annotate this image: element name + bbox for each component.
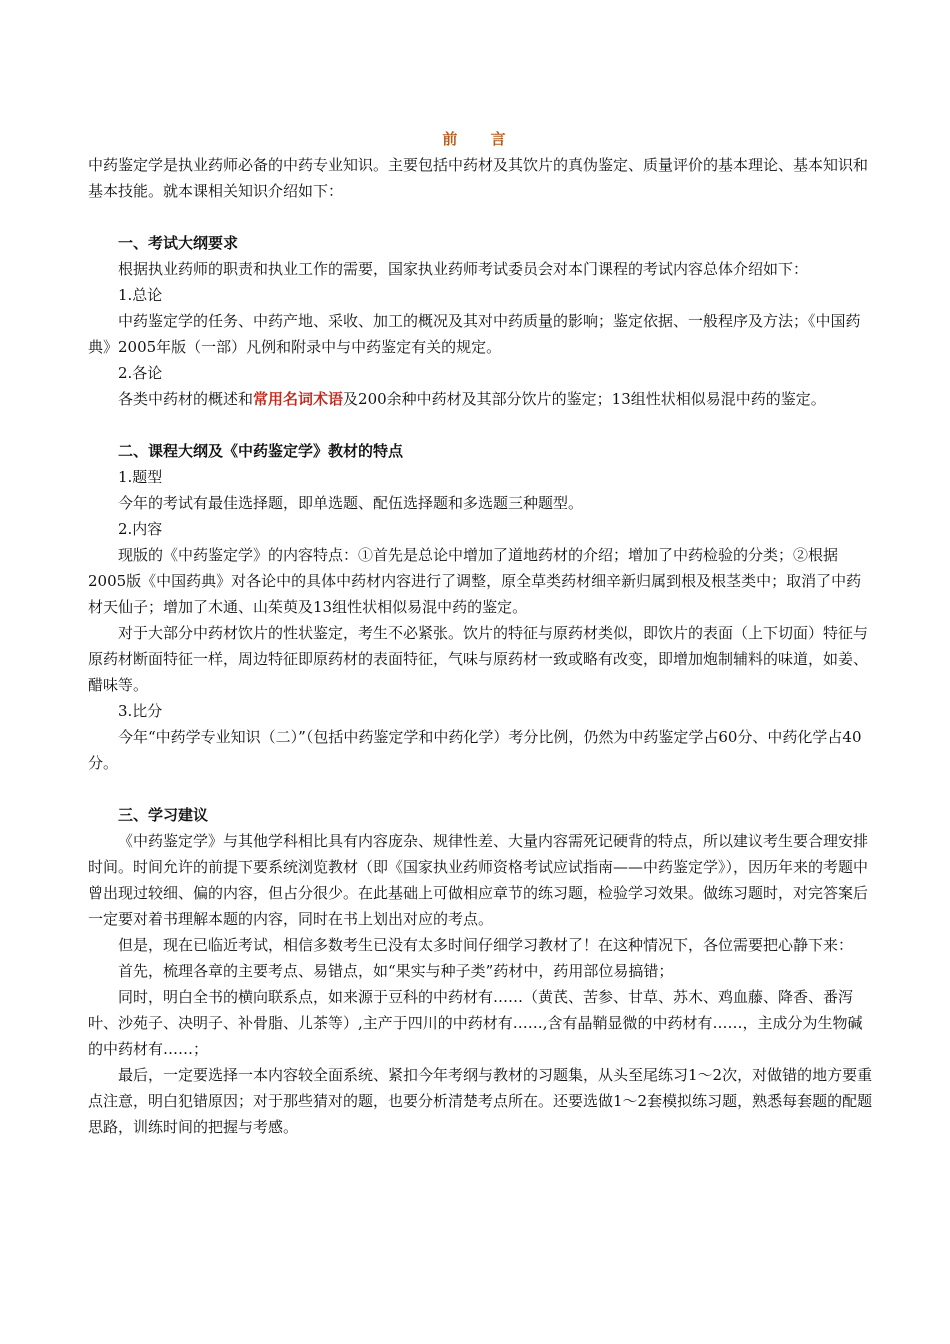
- spacer: [88, 776, 874, 802]
- section-3-paragraph-4: 同时，明白全书的横向联系点，如来源于豆科的中药材有……（黄芪、苦参、甘草、苏木、鸡血藤、降香、番泻叶、沙苑子、决明子、补骨脂、儿茶等）,主产于四川的中药材有……,含有晶鞘显微的中药材有……，主成分为生物碱的中药材有……；: [88, 988, 863, 1058]
- section-2-heading: 二、课程大纲及《中药鉴定学》教材的特点: [118, 442, 404, 460]
- page-title: 前 言: [442, 130, 520, 148]
- section-2-subheading-2: 2.内容: [118, 520, 163, 538]
- section-1-heading: 一、考试大纲要求: [118, 234, 239, 252]
- section-2-subheading-3: 3.比分: [118, 702, 163, 720]
- paragraph-text: 及200余种中药材及其部分饮片的鉴定；13组性状相似易混中药的鉴定。: [343, 390, 826, 408]
- section-2-paragraph-2: 现版的《中药鉴定学》的内容特点：①首先是总论中增加了道地药材的介绍；增加了中药检验的分类；②根据2005版《中国药典》对各论中的具体中药材内容进行了调整，原全草类药材细辛新归属到根及根茎类中；取消了中药材天仙子；增加了木通、山茱萸及13组性状相似易混中药的鉴定。: [88, 546, 862, 616]
- spacer: [88, 412, 874, 438]
- section-1-paragraph-2: 中药鉴定学的任务、中药产地、采收、加工的概况及其对中药质量的影响；鉴定依据、一般程序及方法；《中国药典》2005年版（一部）凡例和附录中与中药鉴定有关的规定。: [88, 312, 861, 356]
- intro-paragraph: 中药鉴定学是执业药师必备的中药专业知识。主要包括中药材及其饮片的真伪鉴定、质量评价的基本理论、基本知识和基本技能。就本课相关知识介绍如下：: [88, 156, 869, 200]
- document-page: [88, 126, 874, 1140]
- section-2-subheading-1: 1.题型: [118, 468, 163, 486]
- section-2-paragraph-3: 对于大部分中药材饮片的性状鉴定，考生不必紧张。饮片的特征与原药材类似，即饮片的表面（上下切面）特征与原药材断面特征一样，周边特征即原药材的表面特征，气味与原药材一致或略有改变，即增加炮制辅料的味道，如姜、醋味等。: [88, 624, 869, 694]
- highlighted-term: 常用名词术语: [253, 390, 344, 408]
- section-2-paragraph-4: 今年“中药学专业知识（二）”（包括中药鉴定学和中药化学）考分比例，仍然为中药鉴定学占60分、中药化学占40分。: [88, 728, 862, 772]
- section-3-paragraph-3: 首先，梳理各章的主要考点、易错点，如“果实与种子类”药材中，药用部位易搞错；: [118, 962, 674, 980]
- spacer: [88, 204, 874, 230]
- section-3-paragraph-2: 但是，现在已临近考试，相信多数考生已没有太多时间仔细学习教材了！在这种情况下，各位需要把心静下来：: [118, 936, 854, 954]
- section-2-paragraph-1: 今年的考试有最佳选择题，即单选题、配伍选择题和多选题三种题型。: [118, 494, 584, 512]
- section-1-paragraph-1: 根据执业药师的职责和执业工作的需要，国家执业药师考试委员会对本门课程的考试内容总体介绍如下：: [118, 260, 809, 278]
- section-3-paragraph-5: 最后，一定要选择一本内容较全面系统、紧扣今年考纲与教材的习题集，从头至尾练习1～2次，对做错的地方要重点注意，明白犯错原因；对于那些猜对的题，也要分析清楚考点所在。还要选做1～2套模拟练习题，熟悉每套题的配题思路，训练时间的把握与考感。: [88, 1066, 873, 1136]
- section-1-subheading-2: 2.各论: [118, 364, 163, 382]
- section-3-heading: 三、学习建议: [118, 806, 209, 824]
- section-1-subheading-1: 1.总论: [118, 286, 163, 304]
- section-3-paragraph-1: 《中药鉴定学》与其他学科相比具有内容庞杂、规律性差、大量内容需死记硬背的特点，所以建议考生要合理安排时间。时间允许的前提下要系统浏览教材（即《国家执业药师资格考试应试指南——中药鉴定学》），因历年来的考题中曾出现过较细、偏的内容，但占分很少。在此基础上可做相应章节的练习题，检验学习效果。做练习题时，对完答案后一定要对着书理解本题的内容，同时在书上划出对应的考点。: [88, 832, 869, 928]
- paragraph-text: 各类中药材的概述和: [118, 390, 254, 408]
- section-1-paragraph-3: [88, 386, 874, 412]
